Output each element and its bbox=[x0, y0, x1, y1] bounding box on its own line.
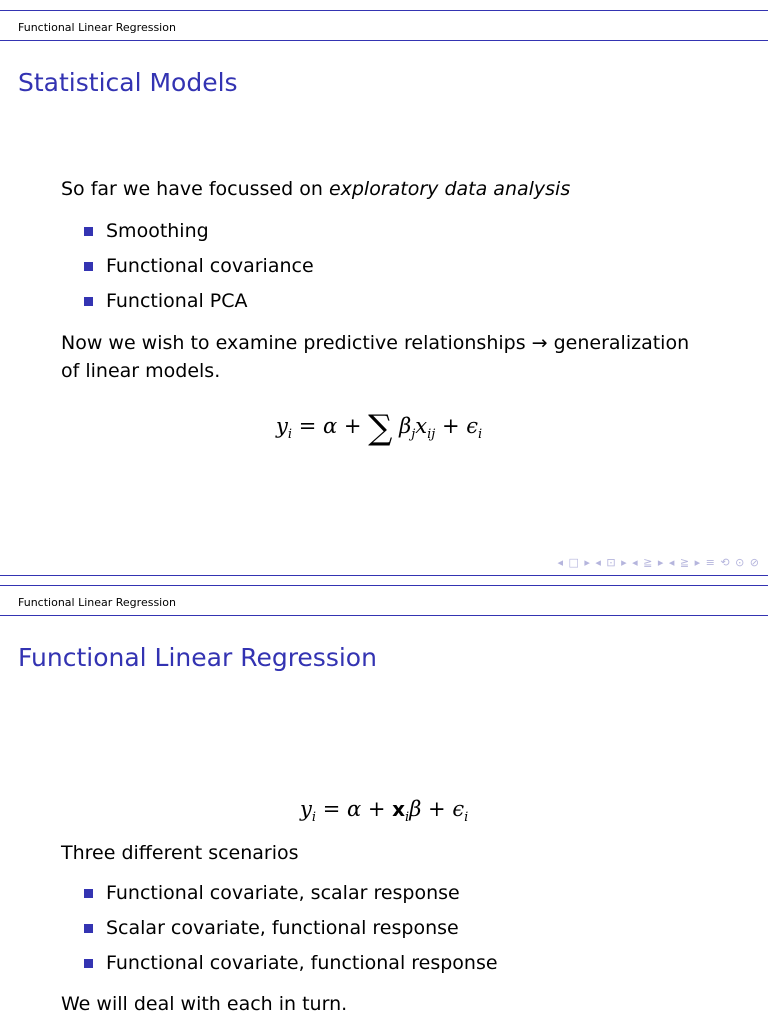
header-rule-top bbox=[0, 575, 768, 576]
slide-title: Functional Linear Regression bbox=[18, 643, 377, 672]
beamer-navigation-bar[interactable]: ◂ □ ▸ ◂ ⊡ ▸ ◂ ≧ ▸ ◂ ≧ ▸ ≡ ⟲ ⊙ ⊘ bbox=[557, 556, 760, 569]
functional-model-equation: $y_i = \alpha + x_i\beta + \epsilon_i$ bbox=[300, 797, 469, 825]
bullet-list bbox=[84, 881, 498, 986]
bullet-square-icon bbox=[84, 297, 93, 306]
body-line: of linear models. bbox=[61, 360, 221, 382]
header-rule-bottom bbox=[0, 615, 768, 616]
header-title: Functional Linear Regression bbox=[18, 21, 176, 34]
body-line: Now we wish to examine predictive relationships → generalization bbox=[61, 332, 690, 354]
bullet-square-icon bbox=[84, 959, 93, 968]
header-title: Functional Linear Regression bbox=[18, 596, 176, 609]
bullet-square-icon bbox=[84, 227, 93, 236]
header-rule-top-2 bbox=[0, 585, 768, 586]
list-item: Functional covariate, functional response bbox=[84, 951, 498, 986]
list-item: Functional covariance bbox=[84, 254, 314, 289]
closing-paragraph: We will deal with each in turn. bbox=[61, 993, 348, 1015]
slide-title: Statistical Models bbox=[18, 68, 238, 97]
intro-paragraph bbox=[61, 175, 721, 203]
intro-emphasis: exploratory data analysis bbox=[328, 178, 571, 200]
list-item: Scalar covariate, functional response bbox=[84, 916, 498, 951]
slide-2 bbox=[0, 575, 768, 1024]
intro-text: So far we have focussed on bbox=[61, 178, 329, 200]
body-paragraph bbox=[61, 329, 721, 385]
linear-model-equation: $y_i = \alpha$ + ∑ $\beta_jx_{ij} + \epsilon_i$ bbox=[276, 408, 483, 448]
list-item: Functional PCA bbox=[84, 289, 314, 324]
header-rule-bottom bbox=[0, 40, 768, 41]
intro-paragraph: Three different scenarios bbox=[61, 842, 299, 864]
list-item: Functional covariate, scalar response bbox=[84, 881, 498, 916]
bullet-square-icon bbox=[84, 262, 93, 271]
bullet-list bbox=[84, 219, 314, 324]
list-item: Smoothing bbox=[84, 219, 314, 254]
bullet-square-icon bbox=[84, 924, 93, 933]
header-rule-top bbox=[0, 10, 768, 11]
bullet-square-icon bbox=[84, 889, 93, 898]
